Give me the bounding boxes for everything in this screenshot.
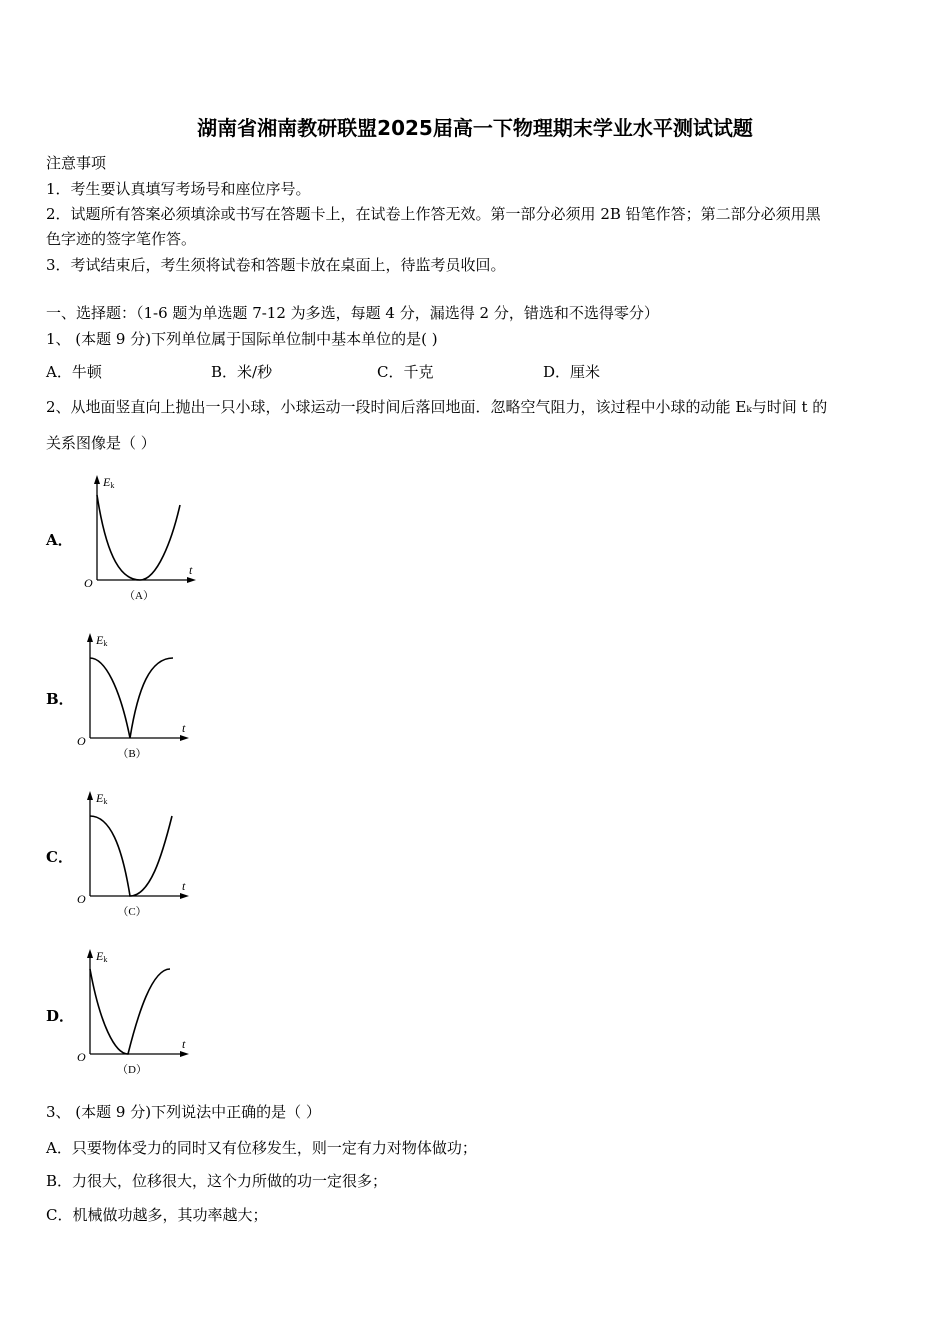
ek-curve [97, 495, 180, 580]
q1-option-d: D．厘米 [543, 363, 601, 381]
ek-t-graph [70, 628, 220, 763]
q1-option-b: B．米/秒 [211, 363, 273, 381]
y-axis-arrow [87, 791, 93, 800]
y-axis-label: Ek [96, 949, 108, 964]
y-axis-label: Ek [103, 475, 115, 490]
x-axis-label: t [182, 721, 186, 735]
notice-item: 色字迹的签字笔作答。 [46, 230, 197, 248]
q3-option-c: C．机械做功越多，其功率越大； [46, 1206, 268, 1224]
x-axis-arrow [180, 893, 189, 899]
q2-option-c: C． [46, 848, 73, 866]
x-axis-label: t [189, 563, 193, 577]
y-axis-arrow [94, 475, 100, 484]
page-title: 湖南省湘南教研联盟2025届高一下物理期末学业水平测试试题 [197, 116, 753, 140]
y-axis-label: Ek [96, 791, 108, 806]
ek-t-graph [77, 470, 227, 605]
ek-curve [90, 816, 172, 896]
q1-option-a: A．牛顿 [46, 363, 102, 381]
origin-label: O [84, 576, 93, 590]
q2-option-d: D． [46, 1007, 75, 1025]
q3-option-a: A．只要物体受力的同时又有位移发生，则一定有力对物体做功； [46, 1139, 477, 1157]
q2-stem: 2、从地面竖直向上抛出一只小球，小球运动一段时间后落回地面．忽略空气阻力，该过程中小球的动能 Eₖ与时间 t 的 [46, 398, 828, 416]
graph-caption: （C） [117, 906, 147, 918]
ek-t-graph [70, 786, 220, 921]
graph-caption: （A） [124, 590, 154, 602]
q3-option-b: B．力很大，位移很大，这个力所做的功一定很多； [46, 1172, 388, 1190]
x-axis-label: t [182, 1037, 186, 1051]
y-axis-arrow [87, 633, 93, 642]
notice-item: 1．考生要认真填写考场号和座位序号。 [46, 180, 311, 198]
origin-label: O [77, 734, 86, 748]
ek-curve [90, 969, 170, 1054]
notice-heading: 注意事项 [46, 154, 107, 172]
q3-stem: 3、 (本题 9 分)下列说法中正确的是（ ） [46, 1103, 321, 1121]
graph-caption: （B） [117, 748, 147, 760]
y-axis-arrow [87, 949, 93, 958]
x-axis-arrow [180, 735, 189, 741]
origin-label: O [77, 892, 86, 906]
q1-option-c: C．千克 [377, 363, 434, 381]
y-axis-label: Ek [96, 633, 108, 648]
q1-stem: 1、 (本题 9 分)下列单位属于国际单位制中基本单位的是( ) [46, 330, 438, 348]
x-axis-arrow [180, 1051, 189, 1057]
x-axis-arrow [187, 577, 196, 583]
q2-option-a: A． [46, 531, 73, 549]
q2-option-b: B． [46, 690, 74, 708]
ek-t-graph [70, 944, 220, 1079]
notice-item: 3．考试结束后，考生须将试卷和答题卡放在桌面上，待监考员收回。 [46, 256, 506, 274]
q2-stem: 关系图像是（ ） [46, 434, 156, 452]
graph-caption: （D） [117, 1064, 147, 1076]
ek-curve [90, 658, 173, 738]
section-heading: 一、选择题：（1-6 题为单选题 7-12 为多选，每题 4 分，漏选得 2 分，错选和不选得零分） [46, 304, 659, 322]
x-axis-label: t [182, 879, 186, 893]
notice-item: 2．试题所有答案必须填涂或书写在答题卡上，在试卷上作答无效。第一部分必须用 2B 铅笔作答；第二部分必须用黑 [46, 205, 821, 223]
origin-label: O [77, 1050, 86, 1064]
